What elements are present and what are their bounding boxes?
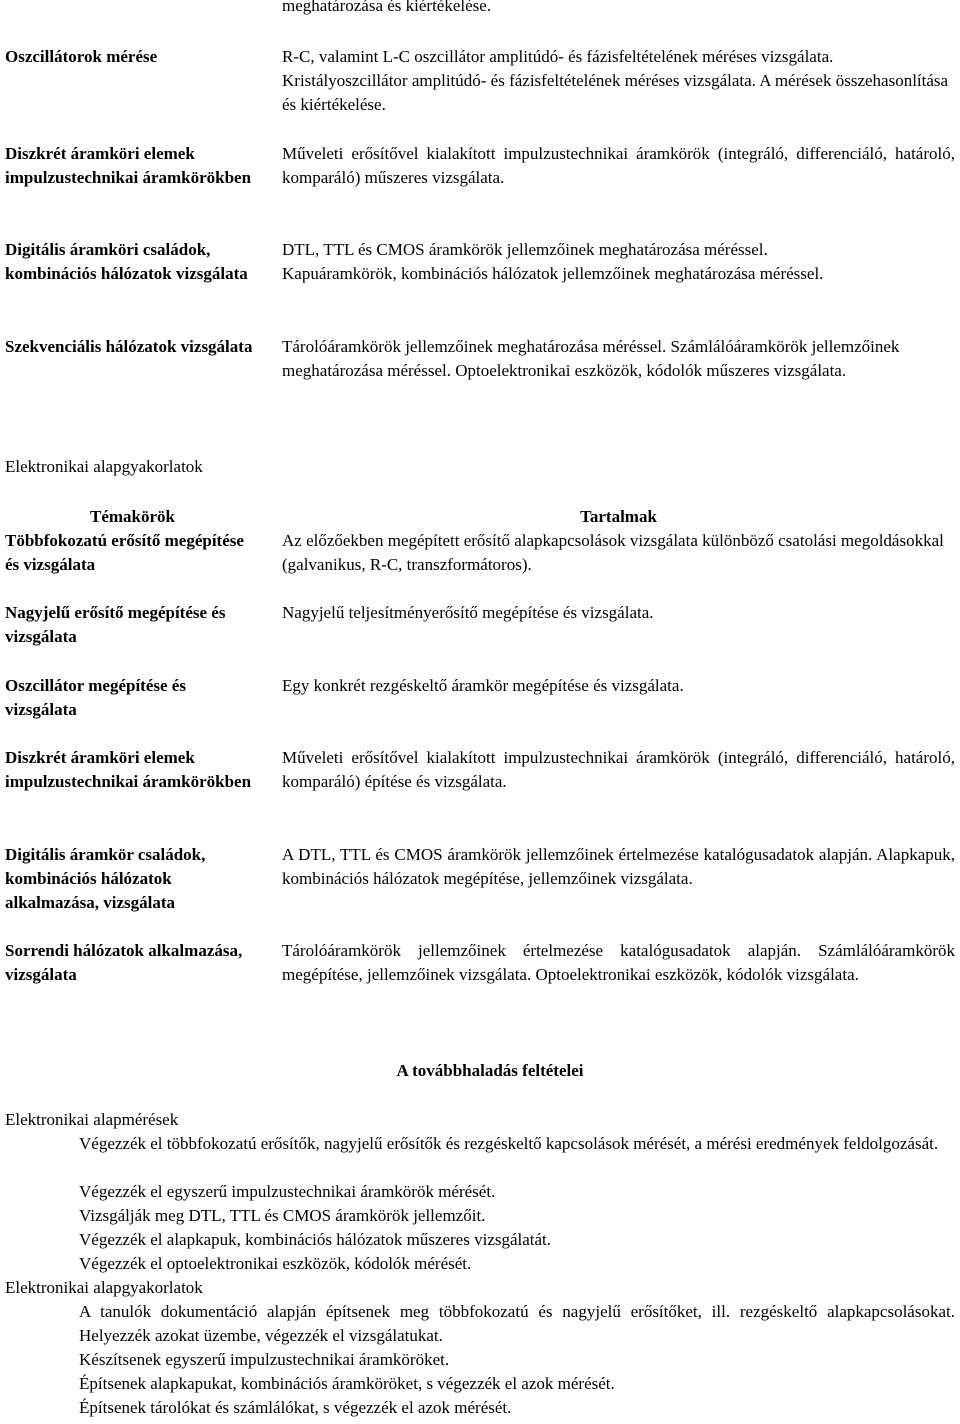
s1-content-2: Műveleti erősítővel kialakított impulzustechnikai áramkörök (integráló, differenciáló, határoló, komparáló) műszeres vizsgálata. (282, 144, 955, 187)
group2-item-2: Készítsenek egyszerű impulzustechnikai áramköröket. (79, 1350, 450, 1369)
s2-topic-6: Sorrendi hálózatok alkalmazása, vizsgálata (5, 941, 243, 984)
s2-content-4: Műveleti erősítővel kialakított impulzustechnikai áramkörök (integráló, differenciáló, határoló, komparáló) építése és vizsgálata. (282, 748, 955, 791)
s1-topic-3: Digitális áramköri családok, kombinációs hálózatok vizsgálata (5, 240, 248, 283)
s2-content-3: Egy konkrét rezgéskeltő áramkör megépítése és vizsgálata. (282, 676, 684, 695)
s2-content-1: Az előzőekben megépített erősítő alapkapcsolások vizsgálata különböző csatolási megoldásokkal (galvanikus, R-C, transzformátoros). (282, 531, 944, 574)
group2-item-3: Építsenek alapkapukat, kombinációs áramköröket, s végezzék el azok mérését. (79, 1374, 615, 1393)
s2-topic-5: Digitális áramkör családok, kombinációs hálózatok alkalmazása, vizsgálata (5, 845, 206, 912)
s1-content-1: R-C, valamint L-C oszcillátor amplitúdó- és fázisfeltételének méréses vizsgálata. Kristályoszcillátor amplitúdó- és fázisfeltételének méréses vizsgálata. A mérések összehasonlítása és kiértékelése. (282, 47, 949, 114)
group1-item-5: Végezzék el optoelektronikai eszközök, kódolók mérését. (79, 1254, 472, 1273)
s1-topic-4: Szekvenciális hálózatok vizsgálata (5, 337, 253, 356)
s2-content-5: A DTL, TTL és CMOS áramkörök jellemzőinek értelmezése katalógusadatok alapján. Alapkapuk, kombinációs hálózatok megépítése, jellemzőinek vizsgálata. (282, 845, 955, 888)
s2-topic-2: Nagyjelű erősítő megépítése és vizsgálata (5, 603, 226, 646)
s1-content-3: DTL, TTL és CMOS áramkörök jellemzőinek meghatározása méréssel. Kapuáramkörök, kombinációs hálózatok jellemzőinek meghatározása méréssel. (282, 240, 824, 283)
s1-topic-1: Oszcillátorok mérése (5, 47, 158, 66)
group1-item-2: Végezzék el egyszerű impulzustechnikai áramkörök mérését. (79, 1182, 496, 1201)
group1-item-1: Végezzék el többfokozatú erősítők, nagyjelű erősítők és rezgéskeltő kapcsolások mérését, a mérési eredmények feldolgozását. (79, 1134, 939, 1153)
group-heading-practice: Elektronikai alapgyakorlatok (5, 1278, 203, 1297)
col-header-topics: Témakörök (90, 507, 175, 526)
group2-item-4: Építsenek tárolókat és számlálókat, s végezzék el azok mérését. (79, 1398, 512, 1417)
section2-title: Elektronikai alapgyakorlatok (5, 457, 203, 476)
s2-content-2: Nagyjelű teljesítményerősítő megépítése és vizsgálata. (282, 603, 654, 622)
section3-title: A továbbhaladás feltételei (396, 1061, 584, 1080)
s2-topic-4: Diszkrét áramköri elemek impulzustechnikai áramkörökben (5, 748, 252, 791)
top-fragment: meghatározása és kiértékelése. (282, 0, 492, 15)
s2-topic-1: Többfokozatú erősítő megépítése és vizsgálata (5, 531, 244, 574)
s1-content-4: Tárolóáramkörök jellemzőinek meghatározása méréssel. Számlálóáramkörök jellemzőinek meghatározása méréssel. Optoelektronikai eszközök, kódolók műszeres vizsgálata. (282, 337, 900, 380)
group2-item-1: A tanulók dokumentáció alapján építsenek meg többfokozatú és nagyjelű erősítőket, ill. rezgéskeltő alapkapcsolásokat. Helyezzék azokat üzembe, végezzék el vizsgálatukat. (79, 1302, 955, 1345)
col-header-contents: Tartalmak (580, 507, 657, 526)
s2-topic-3: Oszcillátor megépítése és vizsgálata (5, 676, 186, 719)
s2-content-6: Tárolóáramkörök jellemzőinek értelmezése katalógusadatok alapján. Számlálóáramkörök megépítése, jellemzőinek vizsgálata. Optoelektronikai eszközök, kódolók vizsgálata. (282, 941, 955, 984)
group1-item-3: Vizsgálják meg DTL, TTL és CMOS áramkörök jellemzőit. (79, 1206, 486, 1225)
group-heading-measurements: Elektronikai alapmérések (5, 1110, 179, 1129)
group1-item-4: Végezzék el alapkapuk, kombinációs hálózatok műszeres vizsgálatát. (79, 1230, 552, 1249)
s1-topic-2: Diszkrét áramköri elemek impulzustechnikai áramkörökben (5, 144, 252, 187)
